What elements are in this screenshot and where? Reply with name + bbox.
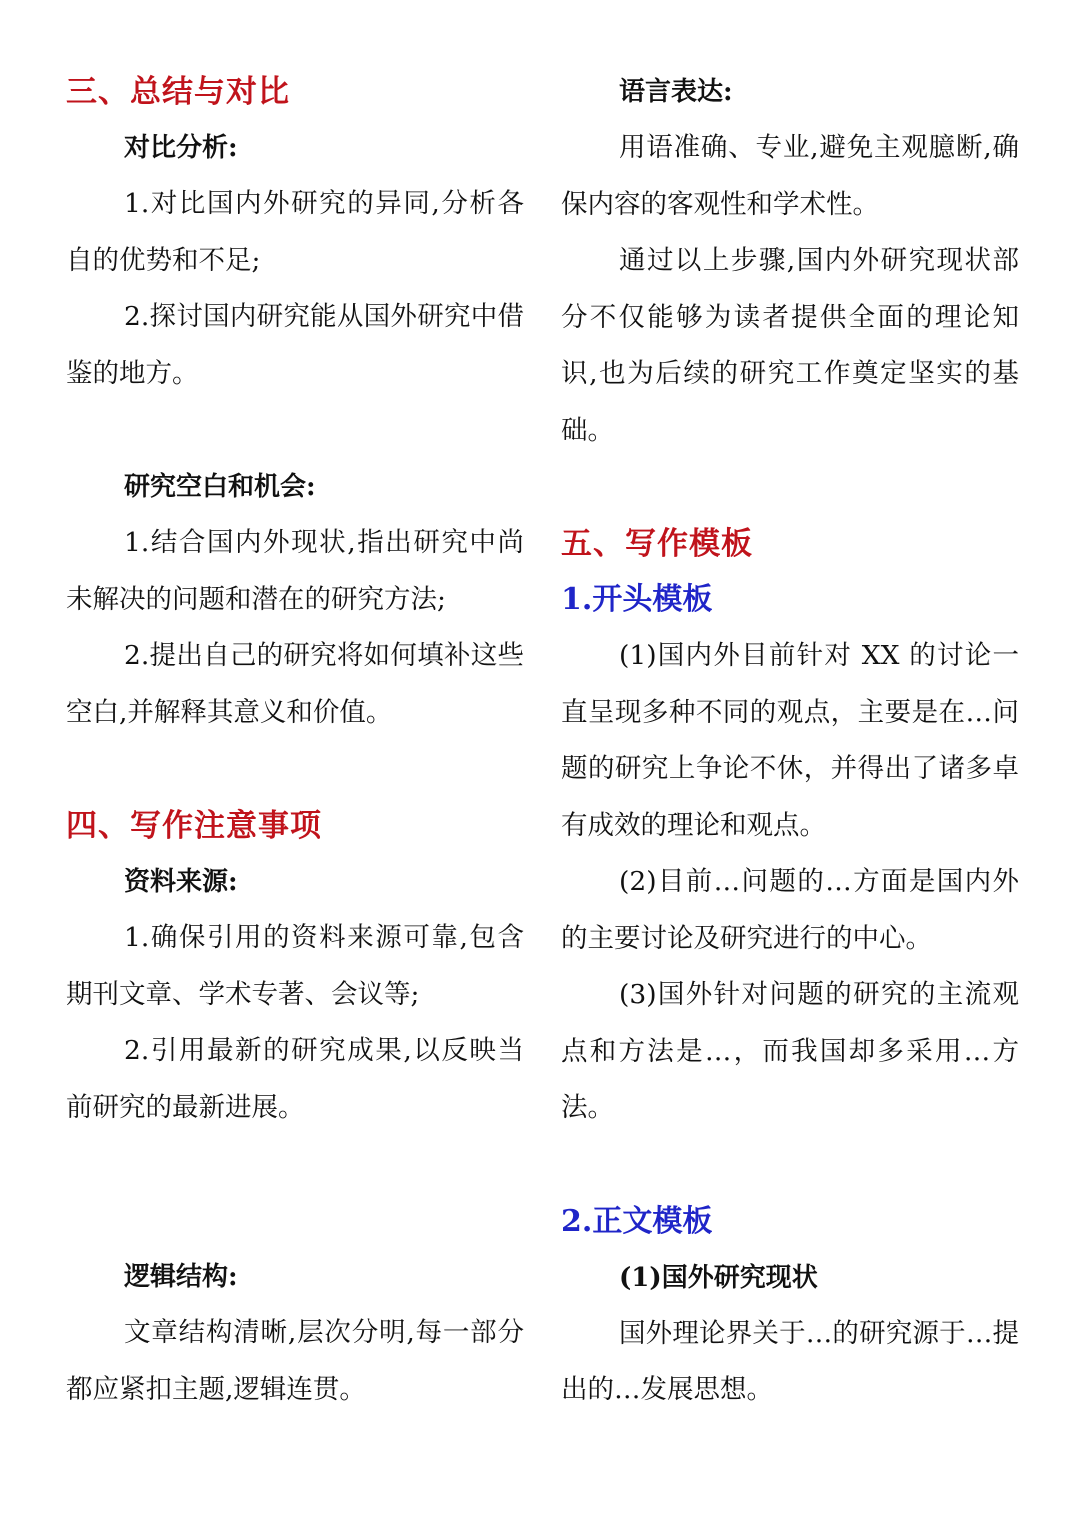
paragraph-gaps-2: 2.提出自己的研究将如何填补这些空白,并解释其意义和价值。: [66, 640, 524, 728]
subsection-title-opening-template: 1.开头模板: [561, 582, 713, 617]
subheading-foreign-research: (1)国外研究现状: [619, 1262, 818, 1293]
subheading-logic-structure: 逻辑结构:: [124, 1262, 238, 1292]
paragraph-opening-3: (3)国外针对问题的研究的主流观点和方法是…，而我国却多采用…方法。: [561, 979, 1019, 1123]
spacer: [66, 1136, 524, 1192]
paragraph-gaps-1: 1.结合国内外现状,指出研究中尚未解决的问题和潜在的研究方法;: [66, 527, 524, 615]
spacer: [66, 1192, 524, 1249]
paragraph-opening-2: (2)目前…问题的…方面是国内外的主要讨论及研究进行的中心。: [561, 866, 1019, 954]
paragraph-sources-2: 2.引用最新的研究成果,以反映当前研究的最新进展。: [66, 1035, 524, 1123]
subheading-research-gaps: 研究空白和机会:: [124, 472, 316, 502]
subheading-comparison-analysis: 对比分析:: [124, 133, 238, 163]
paragraph-sources-1: 1.确保引用的资料来源可靠,包含期刊文章、学术专著、会议等;: [66, 922, 524, 1010]
subheading-language: 语言表达:: [619, 77, 733, 107]
subsection-title-body-template: 2.正文模板: [561, 1203, 713, 1239]
right-column: [561, 64, 1019, 1419]
paragraph-comparison-1: 1.对比国内外研究的异同,分析各自的优势和不足;: [66, 188, 524, 276]
spacer: [66, 741, 524, 798]
paragraph-summary: 通过以上步骤,国内外研究现状部分不仅能够为读者提供全面的理论知识,也为后续的研究工作奠定坚实的基础。: [561, 245, 1019, 446]
section-title-writing-notes: 四、写作注意事项: [66, 808, 322, 844]
section-title-templates: 五、写作模板: [561, 526, 753, 562]
paragraph-comparison-2: 2.探讨国内研究能从国外研究中借鉴的地方。: [66, 301, 524, 389]
paragraph-logic-structure: 文章结构清晰,层次分明,每一部分都应紧扣主题,逻辑连贯。: [66, 1317, 524, 1405]
subheading-sources: 资料来源:: [124, 867, 238, 897]
section-title-summary-comparison: 三、总结与对比: [66, 74, 290, 110]
paragraph-language: 用语准确、专业,避免主观臆断,确保内容的客观性和学术性。: [561, 132, 1019, 220]
spacer: [66, 402, 524, 459]
paragraph-opening-1: (1)国内外目前针对 XX 的讨论一直呈现多种不同的观点，主要是在…问题的研究上争论不休，并得出了诸多卓有成效的理论和观点。: [561, 640, 1019, 841]
left-column: [66, 64, 524, 1418]
spacer: [561, 1137, 1019, 1194]
spacer: [561, 459, 1019, 516]
paragraph-foreign-research: 国外理论界关于…的研究源于…提出的…发展思想。: [561, 1317, 1019, 1405]
